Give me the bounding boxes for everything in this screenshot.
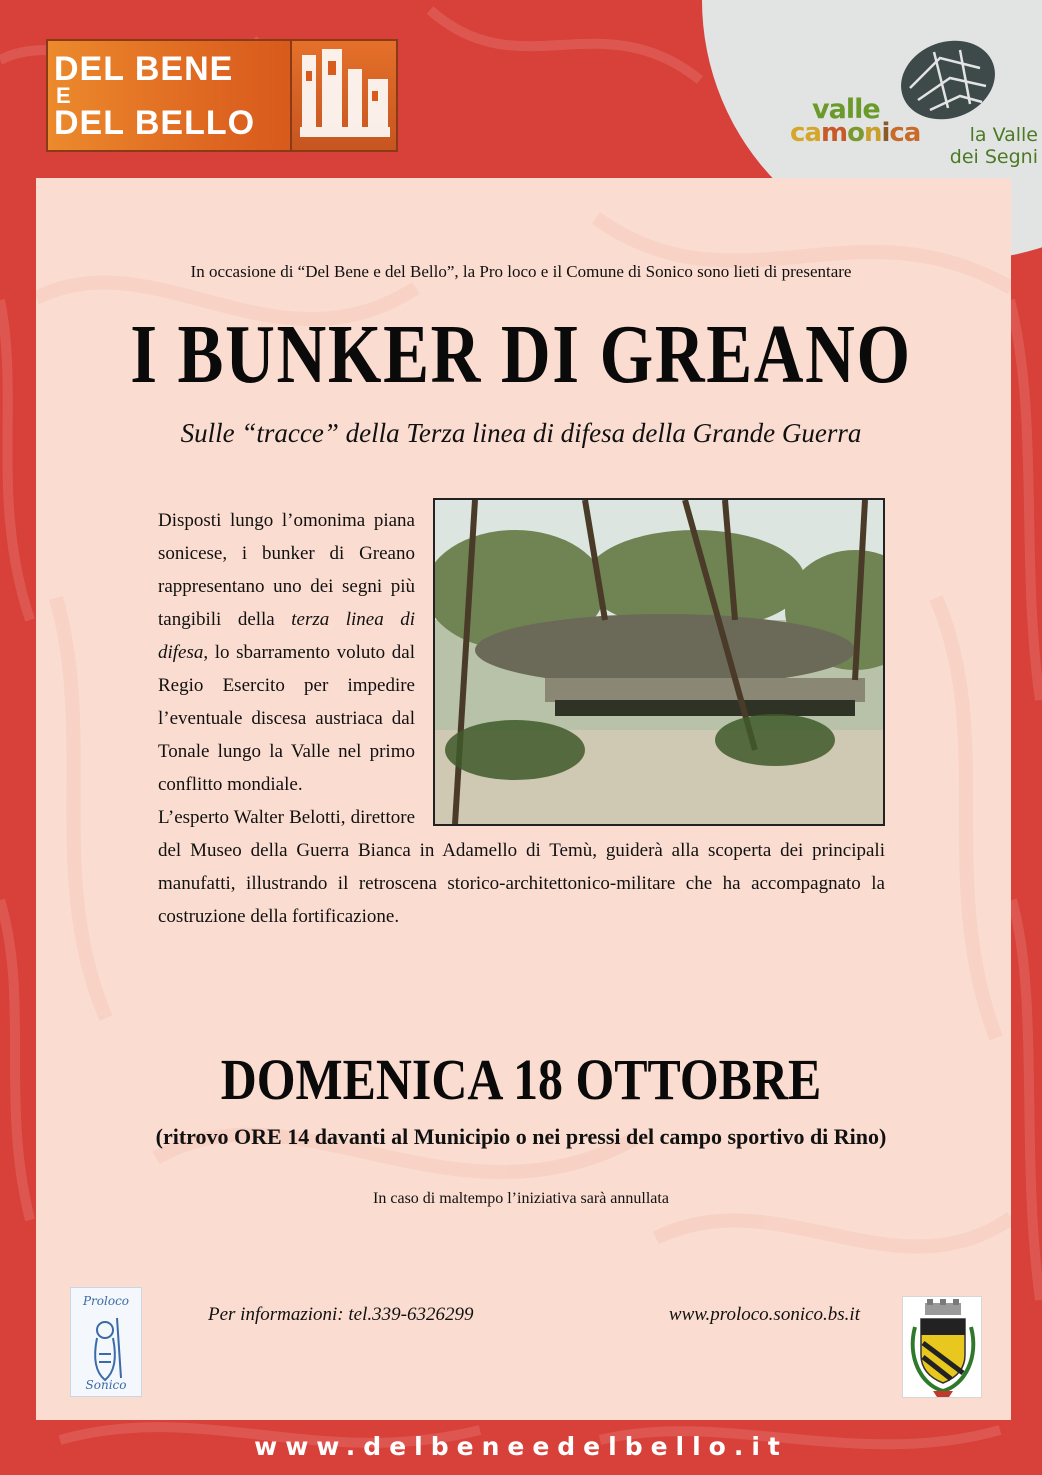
castle-icon: [292, 41, 396, 150]
logo-line1: DEL BENE: [54, 49, 234, 88]
page-subtitle: Sulle “tracce” della Terza linea di difesa della Grande Guerra: [180, 418, 862, 448]
weather-note: In caso di maltempo l’iniziativa sarà annullata: [373, 1190, 669, 1207]
logo-line3: DEL BELLO: [54, 103, 256, 142]
del-bene-del-bello-logo: [46, 39, 398, 152]
intro-text: In occasione di “Del Bene e del Bello”, la Pro loco e il Comune di Sonico sono lieti di presentare: [190, 262, 852, 281]
contact-phone: Per informazioni: tel.339-6326299: [208, 1304, 474, 1325]
bunker-photo: [433, 498, 885, 826]
logo-word-camonica: camonica: [790, 118, 921, 148]
proloco-sonico-logo: [70, 1287, 142, 1397]
footer-website[interactable]: www.delbeneedelbello.it: [254, 1432, 788, 1461]
sonico-coat-of-arms: [902, 1296, 982, 1398]
proloco-logo-top-text: Proloco: [82, 1294, 130, 1308]
logo-wordmark: [48, 41, 292, 150]
proloco-logo-bottom-text: Sonico: [85, 1378, 127, 1392]
body-paragraph-2: L’esperto Walter Belotti, direttore del Museo della Guerra Bianca in Adamello di Temù, guiderà alla scoperta dei principali manufatti, illustrando il retroscena storico-architettonico-militare che ha accompagnato la costruzione della fortificazione.: [158, 807, 885, 927]
body-paragraph-1-emphasis: terza linea di difesa: [158, 609, 415, 663]
body-paragraph-1-start: Disposti lungo l’omonima piana sonicese, i bunker di Greano rappresentano uno dei segni più tangibili della: [158, 510, 415, 630]
page-title: I BUNKER DI GREANO: [130, 308, 912, 401]
coat-of-arms-icon: [903, 1297, 983, 1399]
logo-word-valle: valle: [812, 94, 880, 125]
meeting-point: (ritrovo ORE 14 davanti al Municipio o nei pressi del campo sportivo di Rino): [155, 1124, 887, 1149]
description-body: [158, 504, 885, 933]
stone-icon: [890, 38, 1000, 128]
contact-website[interactable]: www.proloco.sonico.bs.it: [668, 1304, 860, 1325]
body-paragraph-1-end: , lo sbarramento voluto dal Regio Esercito per impedire l’eventuale discesa austriaca dal Tonale lungo la Valle nel primo conflitto mondiale.: [158, 642, 415, 795]
logo-tagline: la Valle dei Segni: [949, 124, 1038, 168]
logo-line2: E: [56, 82, 72, 108]
valle-camonica-logo: [790, 38, 1040, 178]
event-date: DOMENICA 18 OTTOBRE: [220, 1047, 822, 1112]
